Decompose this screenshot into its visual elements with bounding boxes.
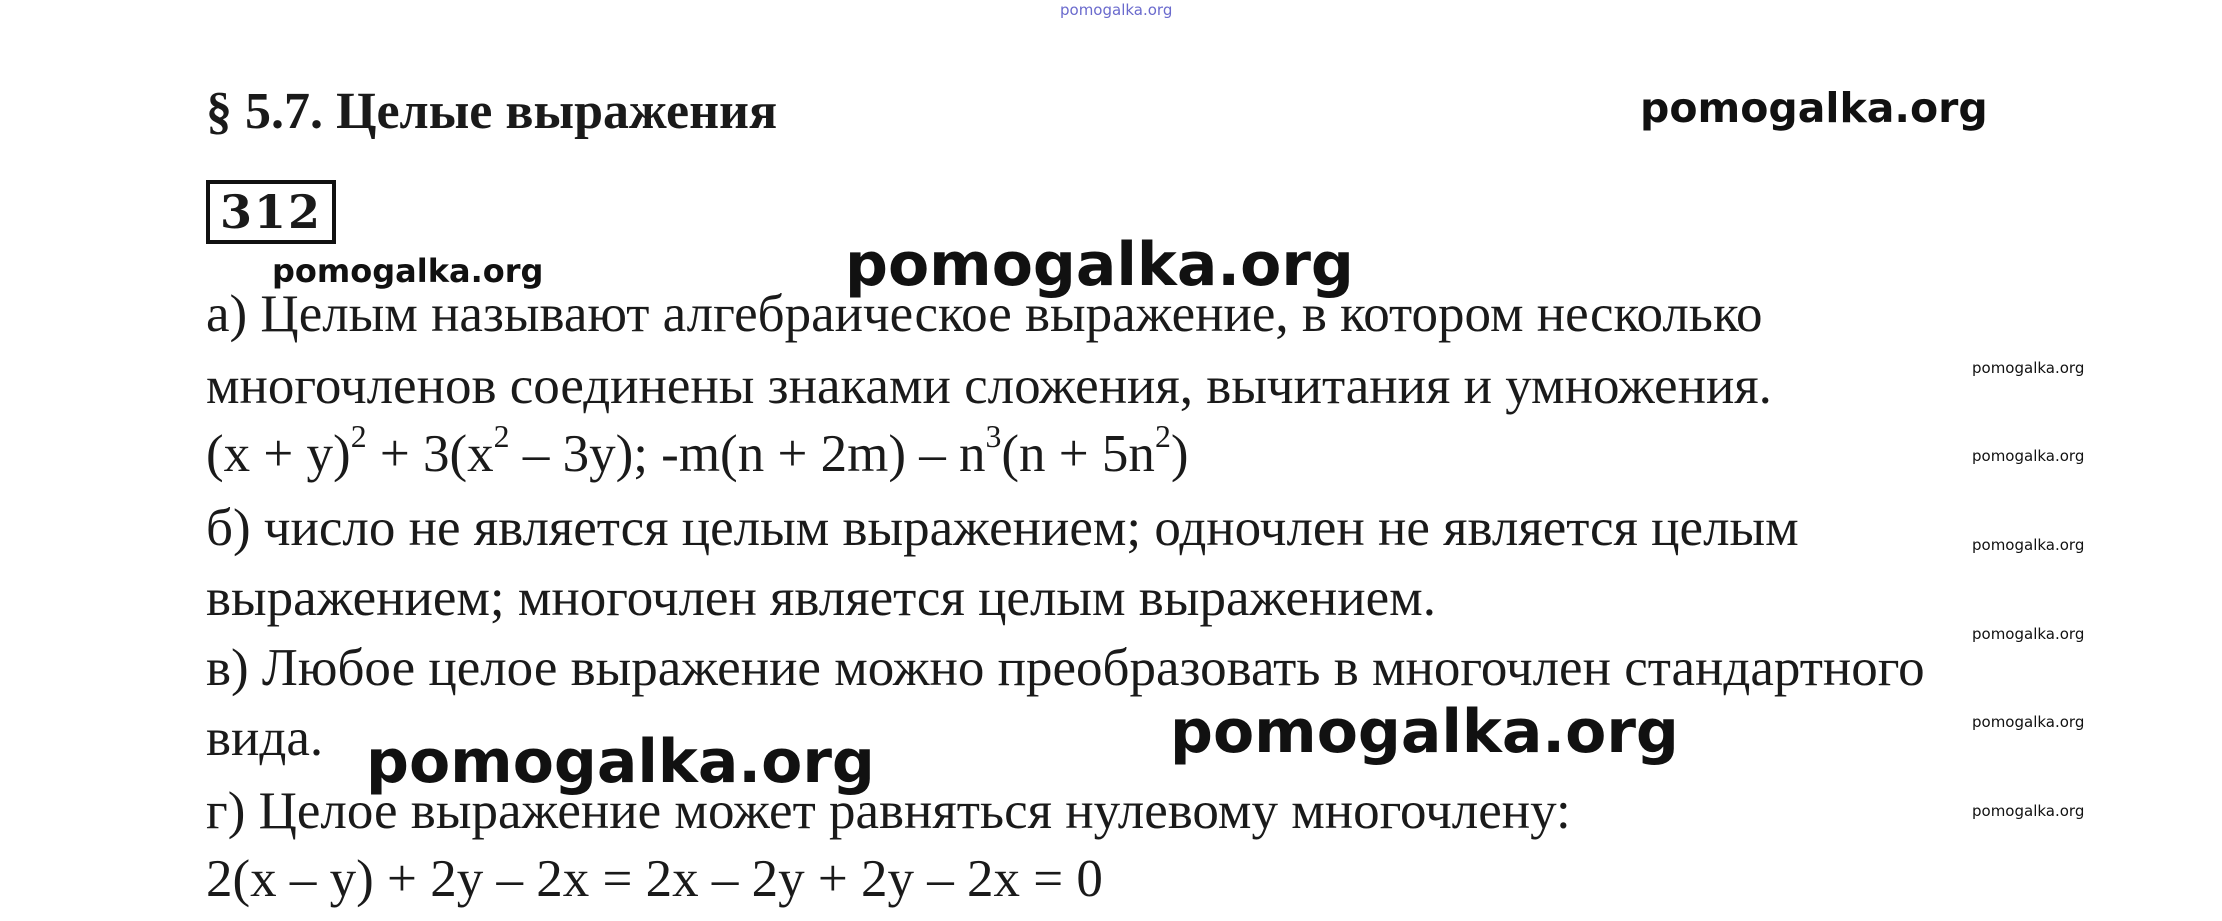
watermark-small-left: pomogalka.org [272, 252, 544, 290]
formula-exponent-4: 2 [1154, 419, 1171, 455]
answer-v-line-1: в) Любое целое выражение можно преобразовать в многочлен стандартного [206, 639, 1925, 697]
watermark-big-center: pomogalka.org [845, 230, 1354, 300]
answer-a-line-2: многочленов соединены знаками сложения, вычитания и умножения. [206, 357, 1772, 415]
answer-g-equation: 2(x – y) + 2y – 2x = 2x – 2y + 2y – 2x = 0 [206, 850, 1103, 908]
watermark-big-left: pomogalka.org [366, 727, 875, 797]
watermark-side-1: pomogalka.org [1972, 359, 2085, 377]
formula-part-4: (n + 5n [1001, 425, 1155, 483]
formula-part-2: + 3(x [366, 425, 494, 483]
answer-a-formula [206, 419, 1189, 483]
watermark-side-2: pomogalka.org [1972, 447, 2085, 465]
answer-b-line-1: б) число не является целым выражением; одночлен не является целым [206, 499, 1799, 557]
watermark-side-3: pomogalka.org [1972, 536, 2085, 554]
formula-part-1: (x + y) [206, 425, 351, 483]
formula-part-5: ) [1170, 425, 1189, 483]
watermark-side-5: pomogalka.org [1972, 713, 2085, 731]
formula-exponent-1: 2 [350, 419, 367, 455]
answer-g-line-1: г) Целое выражение может равняться нулевому многочлену: [206, 782, 1571, 840]
answer-b-line-2: выражением; многочлен является целым выражением. [206, 569, 1436, 627]
formula-exponent-3: 3 [985, 419, 1002, 455]
watermark-side-6: pomogalka.org [1972, 802, 2085, 820]
task-number-box: 312 [206, 180, 336, 244]
watermark-header: pomogalka.org [1640, 84, 1988, 132]
watermark-side-4: pomogalka.org [1972, 625, 2085, 643]
formula-exponent-2: 2 [493, 419, 510, 455]
watermark-top: pomogalka.org [1060, 1, 1173, 19]
answer-v-line-2: вида. [206, 709, 324, 767]
answer-a-line-1: а) Целым называют алгебраическое выражение, в котором несколько [206, 285, 1763, 343]
watermark-big-right: pomogalka.org [1170, 697, 1679, 767]
formula-part-3: – 3y); -m(n + 2m) – n [509, 425, 986, 483]
section-title: § 5.7. Целые выражения [206, 83, 778, 140]
